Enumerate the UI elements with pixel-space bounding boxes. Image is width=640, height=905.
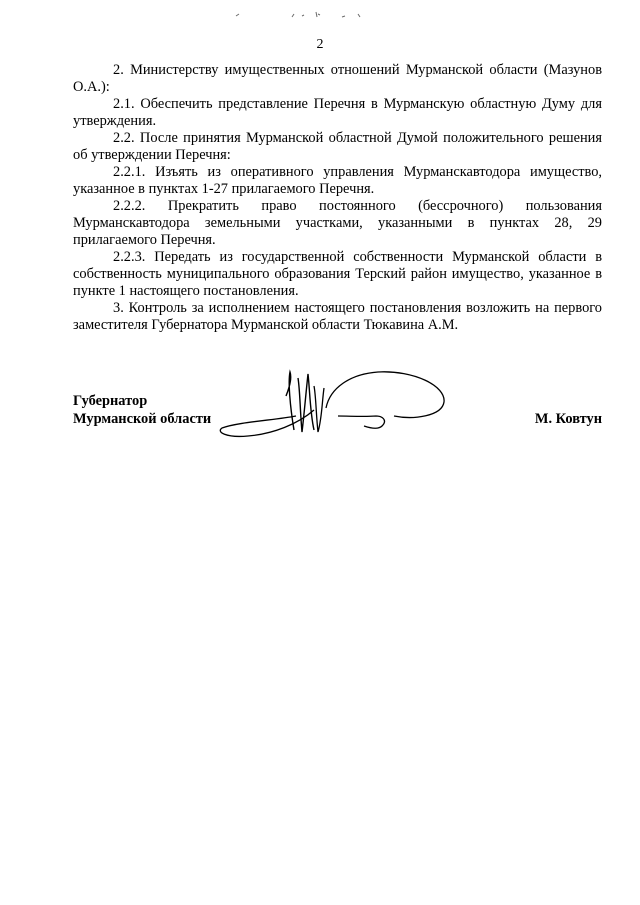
signatory-position-line1: Губернатор	[73, 393, 148, 409]
paragraph-2-1: 2.1. Обеспечить представление Перечня в Мурманскую областную Думу для утверждения.	[73, 96, 602, 129]
page-number: 2	[316, 37, 324, 52]
paragraph-2-2: 2.2. После принятия Мурманской областной Думой положительного решения об утверждении Перечня:	[73, 130, 602, 163]
document-body	[73, 62, 602, 334]
signatory-name: М. Ковтун	[534, 411, 602, 427]
paragraph-2-2-2: 2.2.2. Прекратить право постоянного (бессрочного) пользования Мурманскавтодора земельными участками, указанными в пунктах 28, 29 прилагаемого Перечня.	[73, 198, 602, 248]
paragraph-2-2-3: 2.2.3. Передать из государственной собственности Мурманской области в собственность муниципального образования Терский район имущество, указанное в пункте 1 настоящего постановления.	[73, 249, 602, 299]
paragraph-2: 2. Министерству имущественных отношений Мурманской области (Мазунов О.А.):	[73, 62, 602, 95]
signatory-position-line2: Мурманской области	[73, 411, 212, 427]
paragraph-2-2-1: 2.2.1. Изъять из оперативного управления Мурманскавтодора имущество, указанное в пунктах 1-27 прилагаемого Перечня.	[73, 164, 602, 197]
scan-noise-marks	[230, 8, 370, 20]
signatory-position	[73, 392, 211, 428]
paragraph-3: 3. Контроль за исполнением настоящего постановления возложить на первого заместителя Губернатора Мурманской области Тюкавина А.М.	[73, 300, 602, 333]
handwritten-signature-icon	[218, 366, 458, 442]
signature-block	[73, 366, 602, 446]
